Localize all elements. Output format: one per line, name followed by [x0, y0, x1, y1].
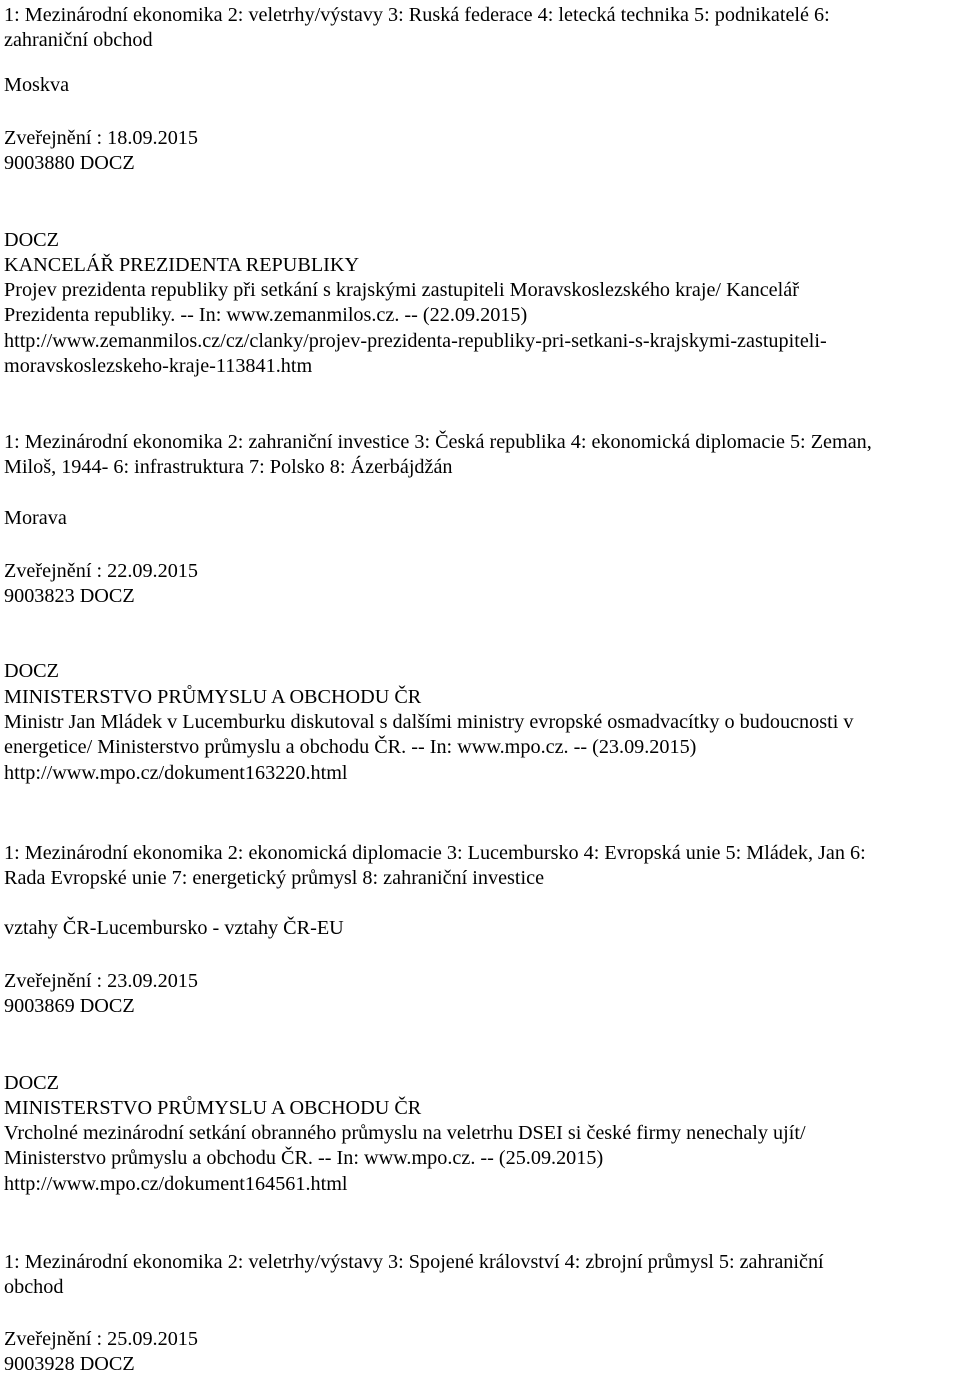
- description-line: Ministerstvo průmyslu a obchodu ČR. -- In: www.mpo.cz. -- (25.09.2015): [4, 1147, 604, 1170]
- keywords-line: 1: Mezinárodní ekonomika 2: veletrhy/výstavy 3: Spojené království 4: zbrojní průmysl 5: zahraniční: [4, 1251, 824, 1273]
- keywords-line: 1: Mezinárodní ekonomika 2: ekonomická diplomacie 3: Lucembursko 4: Evropská unie 5: Mládek, Jan 6:: [4, 842, 866, 864]
- record-id: 9003880 DOCZ: [4, 152, 135, 174]
- record-place: Moskva: [4, 74, 70, 96]
- record-place: vztahy ČR-Lucembursko - vztahy ČR-EU: [4, 917, 344, 939]
- record-source: DOCZ: [4, 229, 59, 251]
- description-line: http://www.zemanmilos.cz/cz/clanky/projev-prezidenta-republiky-pri-setkani-s-krajskymi-zastupiteli-: [4, 329, 827, 352]
- record-id: 9003869 DOCZ: [4, 995, 135, 1017]
- keywords-line: zahraniční obchod: [4, 29, 153, 52]
- publication-date: Zveřejnění : 23.09.2015: [4, 970, 198, 992]
- record-id: 9003928 DOCZ: [4, 1353, 135, 1375]
- keywords-line: Rada Evropské unie 7: energetický průmysl 8: zahraniční investice: [4, 867, 545, 890]
- keywords-line: 1: Mezinárodní ekonomika 2: veletrhy/výstavy 3: Ruská federace 4: letecká technika 5: podnikatelé 6:: [4, 4, 830, 26]
- description-line: Ministr Jan Mládek v Lucemburku diskutoval s dalšími ministry evropské osmadvacítky o budoucnosti v: [4, 711, 854, 733]
- description-line: moravskoslezskeho-kraje-113841.htm: [4, 354, 313, 377]
- description-line: Vrcholné mezinárodní setkání obranného průmyslu na veletrhu DSEI si české firmy nenechaly ujít/: [4, 1122, 806, 1144]
- description-line: http://www.mpo.cz/dokument164561.html: [4, 1172, 348, 1195]
- publication-date: Zveřejnění : 22.09.2015: [4, 560, 198, 582]
- record-institution: MINISTERSTVO PRŮMYSLU A OBCHODU ČR: [4, 1097, 422, 1119]
- record-institution: KANCELÁŘ PREZIDENTA REPUBLIKY: [4, 254, 360, 276]
- keywords-line: Miloš, 1944- 6: infrastruktura 7: Polsko 8: Ázerbájdžán: [4, 456, 453, 479]
- description-line: Prezidenta republiky. -- In: www.zemanmilos.cz. -- (22.09.2015): [4, 304, 528, 327]
- record-id: 9003823 DOCZ: [4, 585, 135, 607]
- description-line: energetice/ Ministerstvo průmyslu a obchodu ČR. -- In: www.mpo.cz. -- (23.09.2015): [4, 736, 697, 759]
- publication-date: Zveřejnění : 25.09.2015: [4, 1328, 198, 1350]
- record-source: DOCZ: [4, 1072, 59, 1094]
- description-line: Projev prezidenta republiky při setkání s krajskými zastupiteli Moravskoslezského kraje/ Kancelář: [4, 279, 799, 301]
- keywords-line: obchod: [4, 1276, 64, 1299]
- record-source: DOCZ: [4, 660, 59, 682]
- publication-date: Zveřejnění : 18.09.2015: [4, 127, 198, 149]
- keywords-line: 1: Mezinárodní ekonomika 2: zahraniční investice 3: Česká republika 4: ekonomická diplomacie 5: Zeman,: [4, 431, 872, 453]
- record-institution: MINISTERSTVO PRŮMYSLU A OBCHODU ČR: [4, 686, 422, 708]
- description-line: http://www.mpo.cz/dokument163220.html: [4, 761, 348, 784]
- record-place: Morava: [4, 507, 67, 529]
